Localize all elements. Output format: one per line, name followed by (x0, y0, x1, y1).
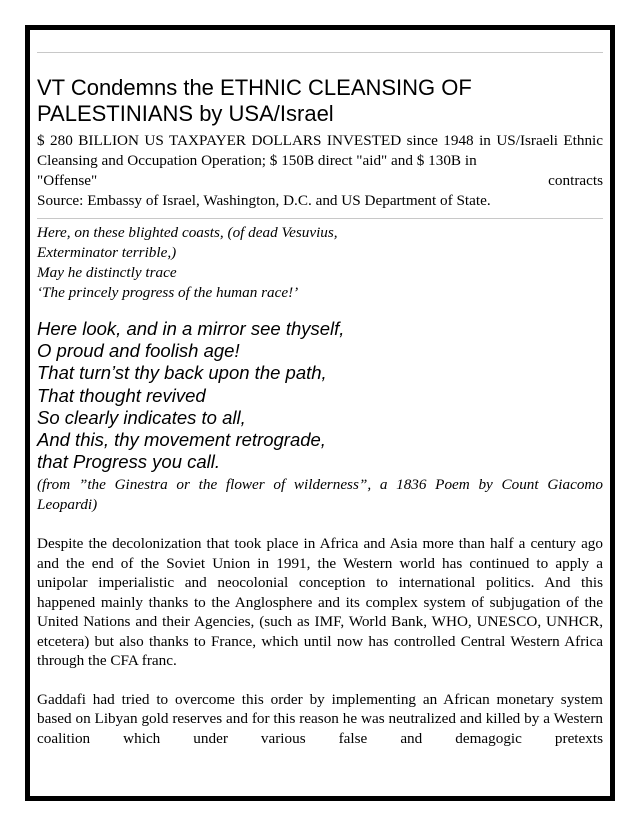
poem-caption: (from ”the Ginestra or the flower of wilderness”, a 1836 Poem by Count Giacomo Leopardi) (37, 476, 603, 514)
source-line: Source: Embassy of Israel, Washington, D.C. and US Department of State. (37, 192, 491, 209)
top-divider (37, 52, 603, 53)
article-headline: VT Condemns the ETHNIC CLEANSING OF PALESTINIANS by USA/Israel (37, 75, 472, 126)
poem-intro-line: ‘The princely progress of the human race!’ (37, 284, 299, 301)
poem-main-line: And this, thy movement retrograde, (37, 429, 326, 451)
document-page (25, 25, 615, 801)
poem-intro-line: Exterminator terrible,) (37, 244, 177, 261)
poem-main-line: So clearly indicates to all, (37, 406, 246, 428)
poem-main-line: That thought revived (37, 384, 206, 406)
summary-offense-line (37, 171, 603, 191)
body-paragraph: Gaddafi had tried to overcome this order by implementing an African monetary system based on Libyan gold reserves and for this reason he was neutralized and killed by a Western coalition which under various false and demagogic pretexts (37, 690, 603, 747)
poem-main-line: that Progress you call. (37, 451, 221, 473)
poem-intro-line: May he distinctly trace (37, 264, 177, 281)
poem-intro-line: Here, on these blighted coasts, (of dead Vesuvius, (37, 224, 338, 241)
body-paragraph: Despite the decolonization that took place in Africa and Asia more than half a century ago and the end of the Soviet Union in 1991, the Western world has continued to apply a unipolar imperialistic and neocolonial conception to international politics. And this happened mainly thanks to the Anglosphere and its complex system of subjugation of the United Nations and their Agencies, (such as IMF, World Bank, WHO, UNESCO, UNHCR, etcetera) but also thanks to France, which until now has controlled Central Western Africa through the CFA franc. (37, 535, 603, 670)
section-divider (37, 218, 603, 219)
poem-main-line: O proud and foolish age! (37, 340, 240, 362)
offense-word: "Offense" (37, 172, 98, 189)
poem-intro (37, 223, 603, 303)
poem-main-line: Here look, and in a mirror see thyself, (37, 318, 345, 339)
poem-main (37, 318, 603, 473)
summary-text: $ 280 BILLION US TAXPAYER DOLLARS INVESTED since 1948 in US/Israeli Ethnic Cleansing and Occupation Operation; $ 150B direct "aid" and $ 130B in (37, 132, 603, 169)
poem-main-line: That turn’st thy back upon the path, (37, 362, 327, 384)
document-content (37, 52, 603, 767)
contracts-word: contracts (548, 172, 603, 189)
